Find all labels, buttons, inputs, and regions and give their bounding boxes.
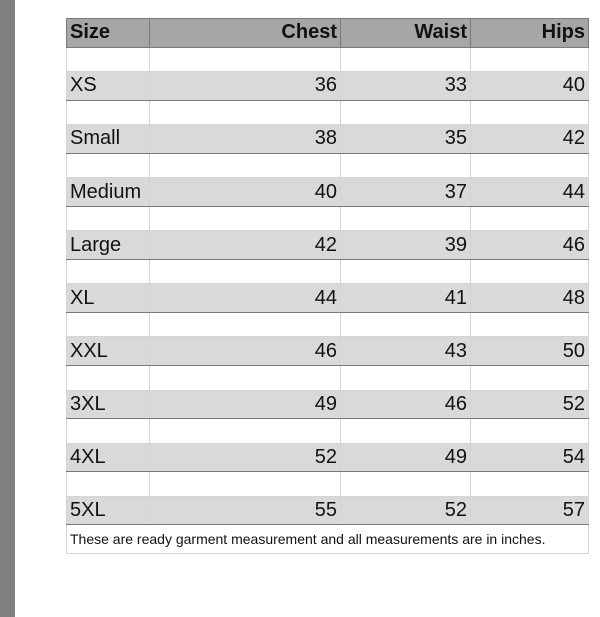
spacer-row <box>67 366 589 391</box>
header-row <box>67 19 589 48</box>
spacer-cell <box>150 206 341 231</box>
spacer-cell <box>471 206 589 231</box>
spacer-cell <box>341 472 471 497</box>
cell-waist: 39 <box>341 231 471 260</box>
spacer-cell <box>471 47 589 72</box>
cell-hips: 54 <box>471 443 589 472</box>
spacer-cell <box>341 47 471 72</box>
table-row <box>67 496 589 525</box>
cell-size: 3XL <box>67 390 150 419</box>
cell-waist: 33 <box>341 72 471 101</box>
cell-chest: 52 <box>150 443 341 472</box>
cell-size: XL <box>67 284 150 313</box>
spacer-row <box>67 206 589 231</box>
cell-size: Medium <box>67 178 150 207</box>
spacer-cell <box>67 419 150 444</box>
cell-hips: 50 <box>471 337 589 366</box>
cell-waist: 41 <box>341 284 471 313</box>
spacer-cell <box>67 100 150 125</box>
spacer-row <box>67 100 589 125</box>
cell-size: XXL <box>67 337 150 366</box>
cell-size: XS <box>67 72 150 101</box>
cell-chest: 40 <box>150 178 341 207</box>
cell-chest: 38 <box>150 125 341 154</box>
spacer-row <box>67 472 589 497</box>
spacer-row <box>67 47 589 72</box>
spacer-row <box>67 312 589 337</box>
table-row <box>67 443 589 472</box>
spacer-cell <box>150 100 341 125</box>
spacer-cell <box>67 47 150 72</box>
cell-waist: 46 <box>341 390 471 419</box>
table-row <box>67 178 589 207</box>
spacer-cell <box>150 366 341 391</box>
spacer-row <box>67 153 589 178</box>
table-row <box>67 72 589 101</box>
spacer-cell <box>471 100 589 125</box>
header-hips: Hips <box>471 19 589 48</box>
size-chart-body <box>67 19 589 554</box>
spacer-cell <box>471 153 589 178</box>
cell-hips: 52 <box>471 390 589 419</box>
spacer-cell <box>150 259 341 284</box>
spacer-cell <box>341 419 471 444</box>
table-row <box>67 337 589 366</box>
cell-chest: 49 <box>150 390 341 419</box>
cell-waist: 43 <box>341 337 471 366</box>
table-row <box>67 284 589 313</box>
spacer-cell <box>67 153 150 178</box>
cell-waist: 49 <box>341 443 471 472</box>
cell-waist: 52 <box>341 496 471 525</box>
spacer-row <box>67 259 589 284</box>
spacer-cell <box>341 153 471 178</box>
measurement-note: These are ready garment measurement and all measurements are in inches. <box>67 525 589 554</box>
size-chart-table <box>66 18 589 554</box>
table-row <box>67 125 589 154</box>
spacer-cell <box>150 312 341 337</box>
cell-hips: 57 <box>471 496 589 525</box>
spacer-cell <box>67 206 150 231</box>
spacer-cell <box>150 472 341 497</box>
header-size: Size <box>67 19 150 48</box>
cell-hips: 46 <box>471 231 589 260</box>
spacer-row <box>67 419 589 444</box>
spacer-cell <box>341 259 471 284</box>
cell-waist: 35 <box>341 125 471 154</box>
cell-chest: 42 <box>150 231 341 260</box>
spacer-cell <box>67 312 150 337</box>
cell-size: Small <box>67 125 150 154</box>
cell-size: 4XL <box>67 443 150 472</box>
spacer-cell <box>67 259 150 284</box>
cell-hips: 44 <box>471 178 589 207</box>
spacer-cell <box>341 312 471 337</box>
spacer-cell <box>471 259 589 284</box>
spacer-cell <box>150 153 341 178</box>
left-margin-bar <box>0 0 15 617</box>
cell-hips: 48 <box>471 284 589 313</box>
table-row <box>67 231 589 260</box>
cell-chest: 55 <box>150 496 341 525</box>
header-chest: Chest <box>150 19 341 48</box>
table-row <box>67 390 589 419</box>
cell-hips: 42 <box>471 125 589 154</box>
spacer-cell <box>341 206 471 231</box>
cell-waist: 37 <box>341 178 471 207</box>
cell-hips: 40 <box>471 72 589 101</box>
spacer-cell <box>341 366 471 391</box>
spacer-cell <box>471 419 589 444</box>
cell-size: 5XL <box>67 496 150 525</box>
spacer-cell <box>471 312 589 337</box>
cell-chest: 36 <box>150 72 341 101</box>
spacer-cell <box>471 472 589 497</box>
cell-chest: 44 <box>150 284 341 313</box>
note-row <box>67 525 589 554</box>
spacer-cell <box>150 419 341 444</box>
spacer-cell <box>67 472 150 497</box>
spacer-cell <box>67 366 150 391</box>
cell-chest: 46 <box>150 337 341 366</box>
cell-size: Large <box>67 231 150 260</box>
spacer-cell <box>341 100 471 125</box>
spacer-cell <box>150 47 341 72</box>
header-waist: Waist <box>341 19 471 48</box>
spacer-cell <box>471 366 589 391</box>
